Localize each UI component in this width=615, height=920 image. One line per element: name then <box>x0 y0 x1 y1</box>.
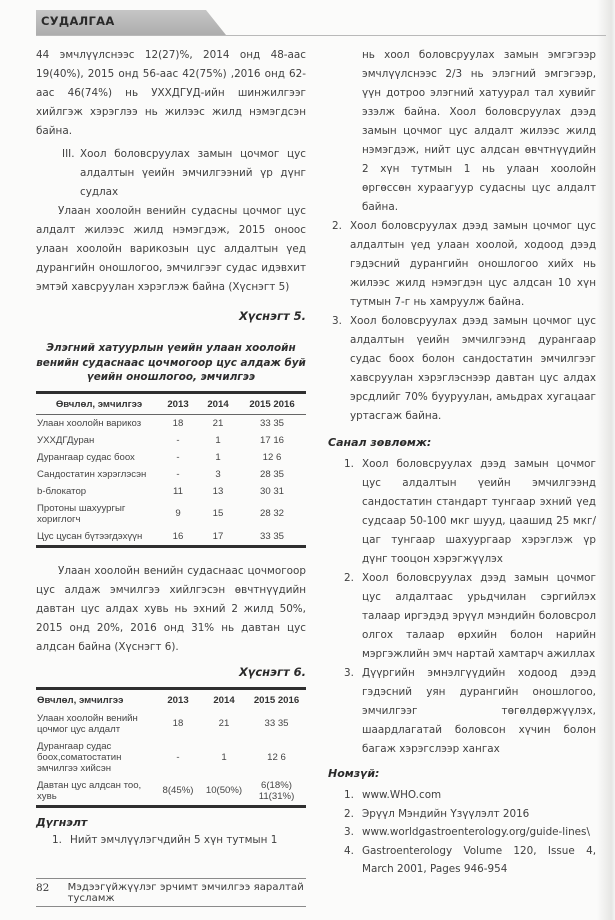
table-row <box>36 449 306 466</box>
conclusion-item <box>328 217 596 312</box>
conclusion-list <box>328 217 596 426</box>
value-cell: - <box>176 434 180 446</box>
value-cell: 18 <box>172 718 184 729</box>
value-cell: 33 35 <box>259 417 284 429</box>
value-cell: 10(50%) <box>201 777 247 807</box>
reference-item-text: Gastroenterology Volume 120, Issue 4, March 2001, Pages 946-954 <box>362 844 596 875</box>
table-row <box>36 500 306 528</box>
recommendation-item-text: Хоол боловсруулах дээд замын цочмог цус алдалтаас урьдчилан сэргийлэх талаар иргэдэд эрүүл мэндийн боловсрол олгох талаар өрхийн болон нарийн мэргэжлийн эмч нартай хамтарч ажиллах <box>362 572 596 660</box>
table-row <box>36 528 306 547</box>
references-list <box>340 786 596 879</box>
value-cell: 30 31 <box>259 485 284 497</box>
objective-item <box>36 145 306 202</box>
table5-title: Элэгний хатуурлын үеийн улаан хоолойн венийн судаснаас цочмогоор цус алдаж буй үеийн оношлогоо, эмчилгээ <box>36 342 306 383</box>
table5-header: 2013 <box>158 392 198 414</box>
value-cell: - <box>176 468 180 480</box>
row-label-cell: Дурангаар судас боох <box>37 451 135 463</box>
table-row <box>36 466 306 483</box>
references-heading: Номзүй: <box>328 767 380 780</box>
value-cell: 18 <box>172 417 184 429</box>
table-row <box>36 432 306 449</box>
table6 <box>36 687 306 808</box>
header-rule <box>36 35 606 36</box>
table5-header: Өвчлөл, эмчилгээ <box>36 392 158 414</box>
table6-header: 2013 <box>155 688 201 710</box>
recommendations-heading: Санал зөвлөмж: <box>328 436 432 449</box>
table6-header-row <box>36 688 306 710</box>
right-column <box>328 46 596 879</box>
row-label-cell: Улаан хоолойн венийн цочмог цус алдалт <box>37 712 138 735</box>
value-cell: - <box>176 451 180 463</box>
recommendation-item <box>340 569 596 664</box>
row-label-cell: Улаан хоолойн варикоз <box>37 417 142 429</box>
recommendation-item-text: Хоол боловсруулах дээд замын цочмог цус алдалтын үеийн эмчилгээнд сандостатин стандарт тунгаар эхний үед судсаар 50-100 мкг шууд, цаашид 25 мкг/цаг тунгаар шахуургаар хэрэглэж үр дүнг тооцон хэрэгжүүлэх <box>362 458 596 565</box>
recommendation-item-number: 1. <box>344 458 354 470</box>
table-row <box>36 483 306 500</box>
recommendation-item-number: 3. <box>344 667 354 679</box>
row-label-cell: Сандостатин хэрэглэсэн <box>37 468 147 480</box>
table6-header: 2014 <box>201 688 247 710</box>
value-cell: 12 6 <box>267 751 286 763</box>
value-cell: 33 35 <box>264 718 289 729</box>
value-cell: 28 35 <box>259 468 284 480</box>
conclusion-text: Нийт эмчлүүлэгчдийн 5 хүн тутмын 1 <box>70 833 278 846</box>
reference-item <box>340 842 596 879</box>
reference-item-number: 2. <box>344 807 354 820</box>
reference-item <box>340 823 596 842</box>
conclusion-item-text: Хоол боловсруулах дээд замын цочмог цус алдалтын үед улаан хоолой, ходоод дээд гэдэсний дурангийн оношлогоо хийх нь жилээс жилд нэмэгдэн цус алдсан 10 хүн тутмын 7-г нь хамруулж байна. <box>350 220 596 308</box>
table-row <box>36 710 306 738</box>
value-cell: 11 <box>173 485 183 497</box>
row-label-cell: Цус цусан бүтээгдэхүүн <box>36 528 158 547</box>
value-cell: 9 <box>175 508 181 519</box>
reference-item-text: www.worldgastroenterology.org/guide-lines\ <box>362 826 590 838</box>
page-footer <box>36 878 306 907</box>
value-cell: 8(45%) <box>155 777 201 807</box>
conclusion-heading: Дүгнэлт <box>36 815 88 829</box>
reference-item-number: 3. <box>344 826 354 838</box>
table5 <box>36 391 306 548</box>
recommendation-item-text: Дүүргийн эмнэлгүүдийн ходоод дээд гэдэсний уян дурангийн оношлогоо, эмчилгээг төгөлдөржүүлэх, шаардлагатай боловсон хүчин болон багаж хэрэгслээр хангах <box>362 667 596 755</box>
value-cell: 6(18%) 11(31%) <box>247 777 306 807</box>
recommendation-item <box>340 664 596 759</box>
table-row <box>36 777 306 807</box>
paragraph-2: Улаан хоолойн венийн судасны цочмог цус алдалт жилээс жилд нэмэгдэж, 2015 оноос улаан хоолойн варикозын цус алдалтын үед дурангийн оношлогоо, эмчилгээг судас идэвхит эмтэй хавсруулан хэрэглэж байна (Хүснэгт 5) <box>36 205 306 293</box>
row-label-cell: b-блокатор <box>37 485 87 497</box>
section-header-label: СУДАЛГАА <box>41 14 115 28</box>
table6-header: Өвчлөл, эмчилгээ <box>36 688 155 710</box>
value-cell: 28 32 <box>259 508 284 519</box>
value-cell: 16 <box>158 528 198 547</box>
page-edge-shadow <box>597 0 615 920</box>
journal-title: Мэдээгүйжүүлэг эрчимт эмчилгээ яаралтай тусламж <box>67 882 304 904</box>
conclusion-item <box>328 312 596 426</box>
value-cell: 15 <box>212 508 224 519</box>
value-cell: 33 35 <box>238 528 306 547</box>
value-cell: 3 <box>215 468 221 480</box>
reference-item-text: Эрүүл Мэндийн Үзүүлэлт 2016 <box>362 807 530 820</box>
objective-number: III. <box>62 148 75 160</box>
value-cell: 1 <box>215 434 221 446</box>
conclusion-number: 1. <box>52 833 62 846</box>
value-cell: 1 <box>221 751 227 763</box>
table5-header: 2014 <box>198 392 238 414</box>
table5-label: Хүснэгт 5. <box>239 309 306 323</box>
table6-label: Хүснэгт 6. <box>239 664 306 679</box>
table5-header: 2015 2016 <box>238 392 306 414</box>
table5-header-row <box>36 392 306 414</box>
page-number: 82 <box>36 882 50 894</box>
reference-item <box>340 805 596 824</box>
reference-item-number: 4. <box>344 844 354 857</box>
intro-paragraph: 44 эмчлүүлснээс 12(27)%, 2014 онд 48-аас 19(40%), 2015 онд 56-аас 42(75%) ,2016 онд 62-аас 46(74%) нь УХХДГУД-ийн шинжилгээг хийлгэж хэрэглээ нь жилээс жилд нэмэгдсэн байна. <box>36 49 306 137</box>
value-cell: 12 6 <box>262 451 282 463</box>
conclusion-item-number: 3. <box>332 315 342 327</box>
recommendation-item <box>340 455 596 569</box>
value-cell: 13 <box>212 485 224 497</box>
conclusion-item <box>48 831 306 850</box>
objective-text: Хоол боловсруулах замын цочмог цус алдалтын үеийн эмчилгээний үр дүнг судлах <box>80 148 306 198</box>
value-cell: 17 <box>198 528 238 547</box>
row-label-cell: Протоны шахуургыг хориглогч <box>37 502 126 525</box>
value-cell: - <box>176 751 180 763</box>
conclusion-list-start <box>48 831 306 850</box>
row-label-cell: Давтан цус алдсан тоо, хувь <box>36 777 155 807</box>
reference-item-number: 1. <box>344 789 354 801</box>
conclusion-continuation: нь хоол боловсруулах замын эмгэгээр эмчлүүлснээс 2/3 нь элэгний эмгэгээр, үүн дотроо элэгний хатуурал тал хувийг эзэлж байна. Хоол боловсруулах дээд замын цочмог цус алдалт жилээс жилд нэмэгдэж, нийт цус алдсан өвчтнүүдийн 2 хүн тутмын 1 нь улаан хоолойн өргөссөн хураагуур судасны цус алдалт байна. <box>362 49 596 213</box>
table-row <box>36 414 306 432</box>
value-cell: 21 <box>212 417 224 429</box>
reference-item <box>340 786 596 805</box>
paragraph-3: Улаан хоолойн венийн судаснаас цочмогоор цус алдаж эмчилгээ хийлгэсэн өвчтнүүдийн давтан цус алдах хувь нь эхний 2 жилд 50%, 2015 онд 20%, 2016 онд 31% нь давтан цус алдсан байна (Хүснэгт 6). <box>36 564 306 653</box>
conclusion-item-number: 2. <box>332 220 342 232</box>
recommendations-list <box>340 455 596 759</box>
value-cell: 21 <box>218 718 230 729</box>
table6-header: 2015 2016 <box>247 688 306 710</box>
value-cell: 1 <box>215 451 221 463</box>
row-label-cell: УХХДГДуран <box>37 434 95 446</box>
reference-item-text: www.WHO.com <box>362 789 442 801</box>
left-column <box>36 46 306 850</box>
table-row <box>36 738 306 777</box>
row-label-cell: Дурангаар судас боох,соматостатин эмчилгээ хийсэн <box>37 740 122 774</box>
conclusion-item-text: Хоол боловсруулах дээд замын цочмог цус алдалтын үеийн эмчилгээнд дурангаар судас боох болон сандостатин эмчилгээг хавсруулан хэрэглэснээр давтан цус алдах эрсдлийг 70% бууруулан, амьдрах хугацааг уртасгаж байна. <box>350 315 596 422</box>
recommendation-item-number: 2. <box>344 572 354 584</box>
value-cell: 17 16 <box>259 434 284 446</box>
